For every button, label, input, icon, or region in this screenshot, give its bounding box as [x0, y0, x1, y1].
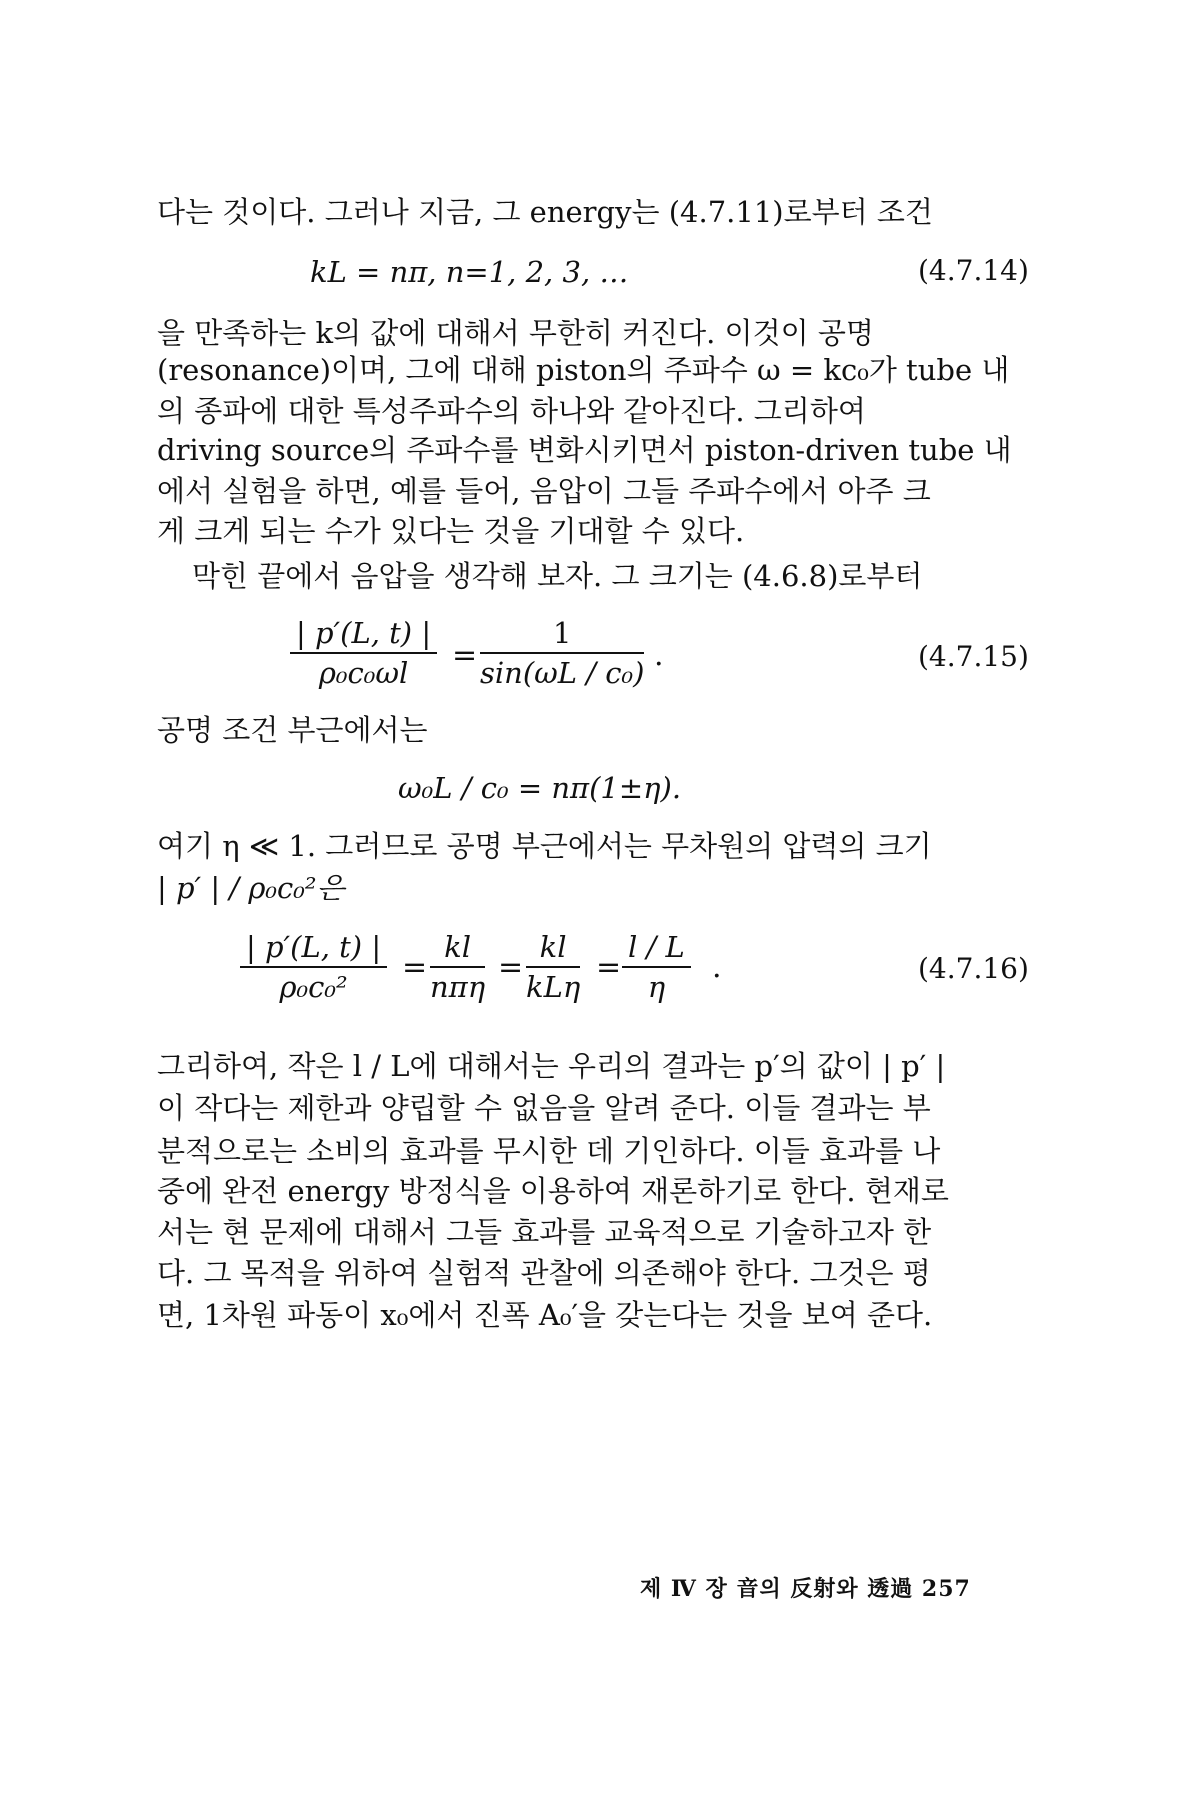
line-text: 다는 것이다. 그러나 지금, 그 energy는 (4.7.11)로부터 조건: [157, 195, 933, 229]
equation-number: (4.7.14): [918, 254, 1029, 287]
denominator: sin(ωL / c₀): [480, 656, 645, 690]
page-footer: 제 Ⅳ 장 音의 反射와 透過 257: [640, 1576, 971, 1602]
fraction-lhs: [240, 930, 387, 1004]
equals-sign: =: [402, 950, 428, 985]
denominator: nπη: [430, 970, 486, 1004]
period: .: [712, 950, 722, 985]
fraction-3: [526, 930, 580, 1004]
line-text: 게 크게 되는 수가 있다는 것을 기대할 수 있다.: [157, 514, 745, 548]
text-line: [157, 1090, 1042, 1126]
line-text: 다. 그 목적을 위하여 실험적 관찰에 의존해야 한다. 그것은 평: [157, 1256, 931, 1290]
line-text: 중에 완전 energy 방정식을 이용하여 재론하기로 한다. 현재로: [157, 1174, 949, 1208]
numerator: 1: [553, 616, 572, 650]
text-line: [157, 1255, 1042, 1291]
line-text: 막힌 끝에서 음압을 생각해 보자. 그 크기는 (4.6.8)로부터: [192, 559, 923, 593]
line-text: 그리하여, 작은 l / L에 대해서는 우리의 결과는 p′의 값이 | p′ |: [157, 1049, 946, 1083]
equals-sign: =: [452, 638, 478, 673]
text-line: [157, 393, 1042, 429]
equation-number: (4.7.16): [918, 952, 1029, 985]
fraction-rhs: [480, 616, 644, 690]
equals-sign: =: [596, 950, 622, 985]
denominator: kLη: [526, 970, 581, 1004]
text-line: [157, 194, 1042, 230]
denominator: η: [647, 970, 666, 1004]
line-text: 분적으로는 소비의 효과를 무시한 데 기인하다. 이들 효과를 나: [157, 1134, 941, 1168]
line-text: 면, 1차원 파동이 x₀에서 진폭 A₀′을 갖는다는 것을 보여 준다.: [157, 1298, 933, 1332]
text-line: [157, 1048, 1042, 1084]
text-line: [157, 473, 1042, 509]
equation-4-7-14: kL = nπ, n=1, 2, 3, …: [310, 255, 629, 289]
text-line: [157, 828, 1042, 864]
text-line: [157, 1297, 1042, 1333]
line-text: driving source의 주파수를 변화시키면서 piston-driven tube 내: [157, 433, 1012, 467]
equals-sign: =: [498, 950, 524, 985]
text-line: [157, 513, 1042, 549]
numerator: l / L: [628, 930, 685, 964]
text-line: [157, 315, 1042, 351]
fraction-2: [430, 930, 485, 1004]
line-text: (resonance)이며, 그에 대해 piston의 주파수 ω = kc₀가 tube 내: [157, 353, 1010, 387]
text-line: [157, 712, 1042, 748]
text-line: [192, 558, 1042, 594]
line-text: 여기 η ≪ 1. 그러므로 공명 부근에서는 무차원의 압력의 크기: [157, 829, 932, 863]
fraction-4: [622, 930, 691, 1004]
resonance-condition: ω₀L / c₀ = nπ(1±η).: [398, 771, 682, 805]
text-line: [157, 352, 1042, 388]
text-line: [157, 870, 1042, 906]
line-text: 공명 조건 부근에서는: [157, 713, 428, 747]
text-line: [157, 1173, 1042, 1209]
denominator: ρ₀c₀²: [279, 970, 348, 1004]
text-line: [157, 1133, 1042, 1169]
line-text: 에서 실험을 하면, 예를 들어, 음압이 그들 주파수에서 아주 크: [157, 474, 931, 508]
line-text: 의 종파에 대한 특성주파수의 하나와 같아진다. 그리하여: [157, 394, 866, 428]
numerator: kl: [444, 930, 471, 964]
numerator: kl: [539, 930, 567, 964]
period: .: [654, 638, 664, 673]
denominator: ρ₀c₀ωl: [318, 656, 409, 690]
text-line: [157, 1214, 1042, 1250]
numerator: | p′(L, t) |: [246, 930, 382, 964]
text-line: [157, 432, 1042, 468]
line-text: 서는 현 문제에 대해서 그들 효과를 교육적으로 기술하고자 한: [157, 1215, 932, 1249]
equation-number: (4.7.15): [918, 640, 1029, 673]
line-text: | p′ | / ρ₀c₀²은: [157, 871, 345, 905]
line-text: 이 작다는 제한과 양립할 수 없음을 알려 준다. 이들 결과는 부: [157, 1091, 931, 1125]
fraction-lhs: [290, 616, 437, 690]
line-text: 을 만족하는 k의 값에 대해서 무한히 커진다. 이것이 공명: [157, 316, 874, 350]
numerator: | p′(L, t) |: [296, 616, 432, 650]
